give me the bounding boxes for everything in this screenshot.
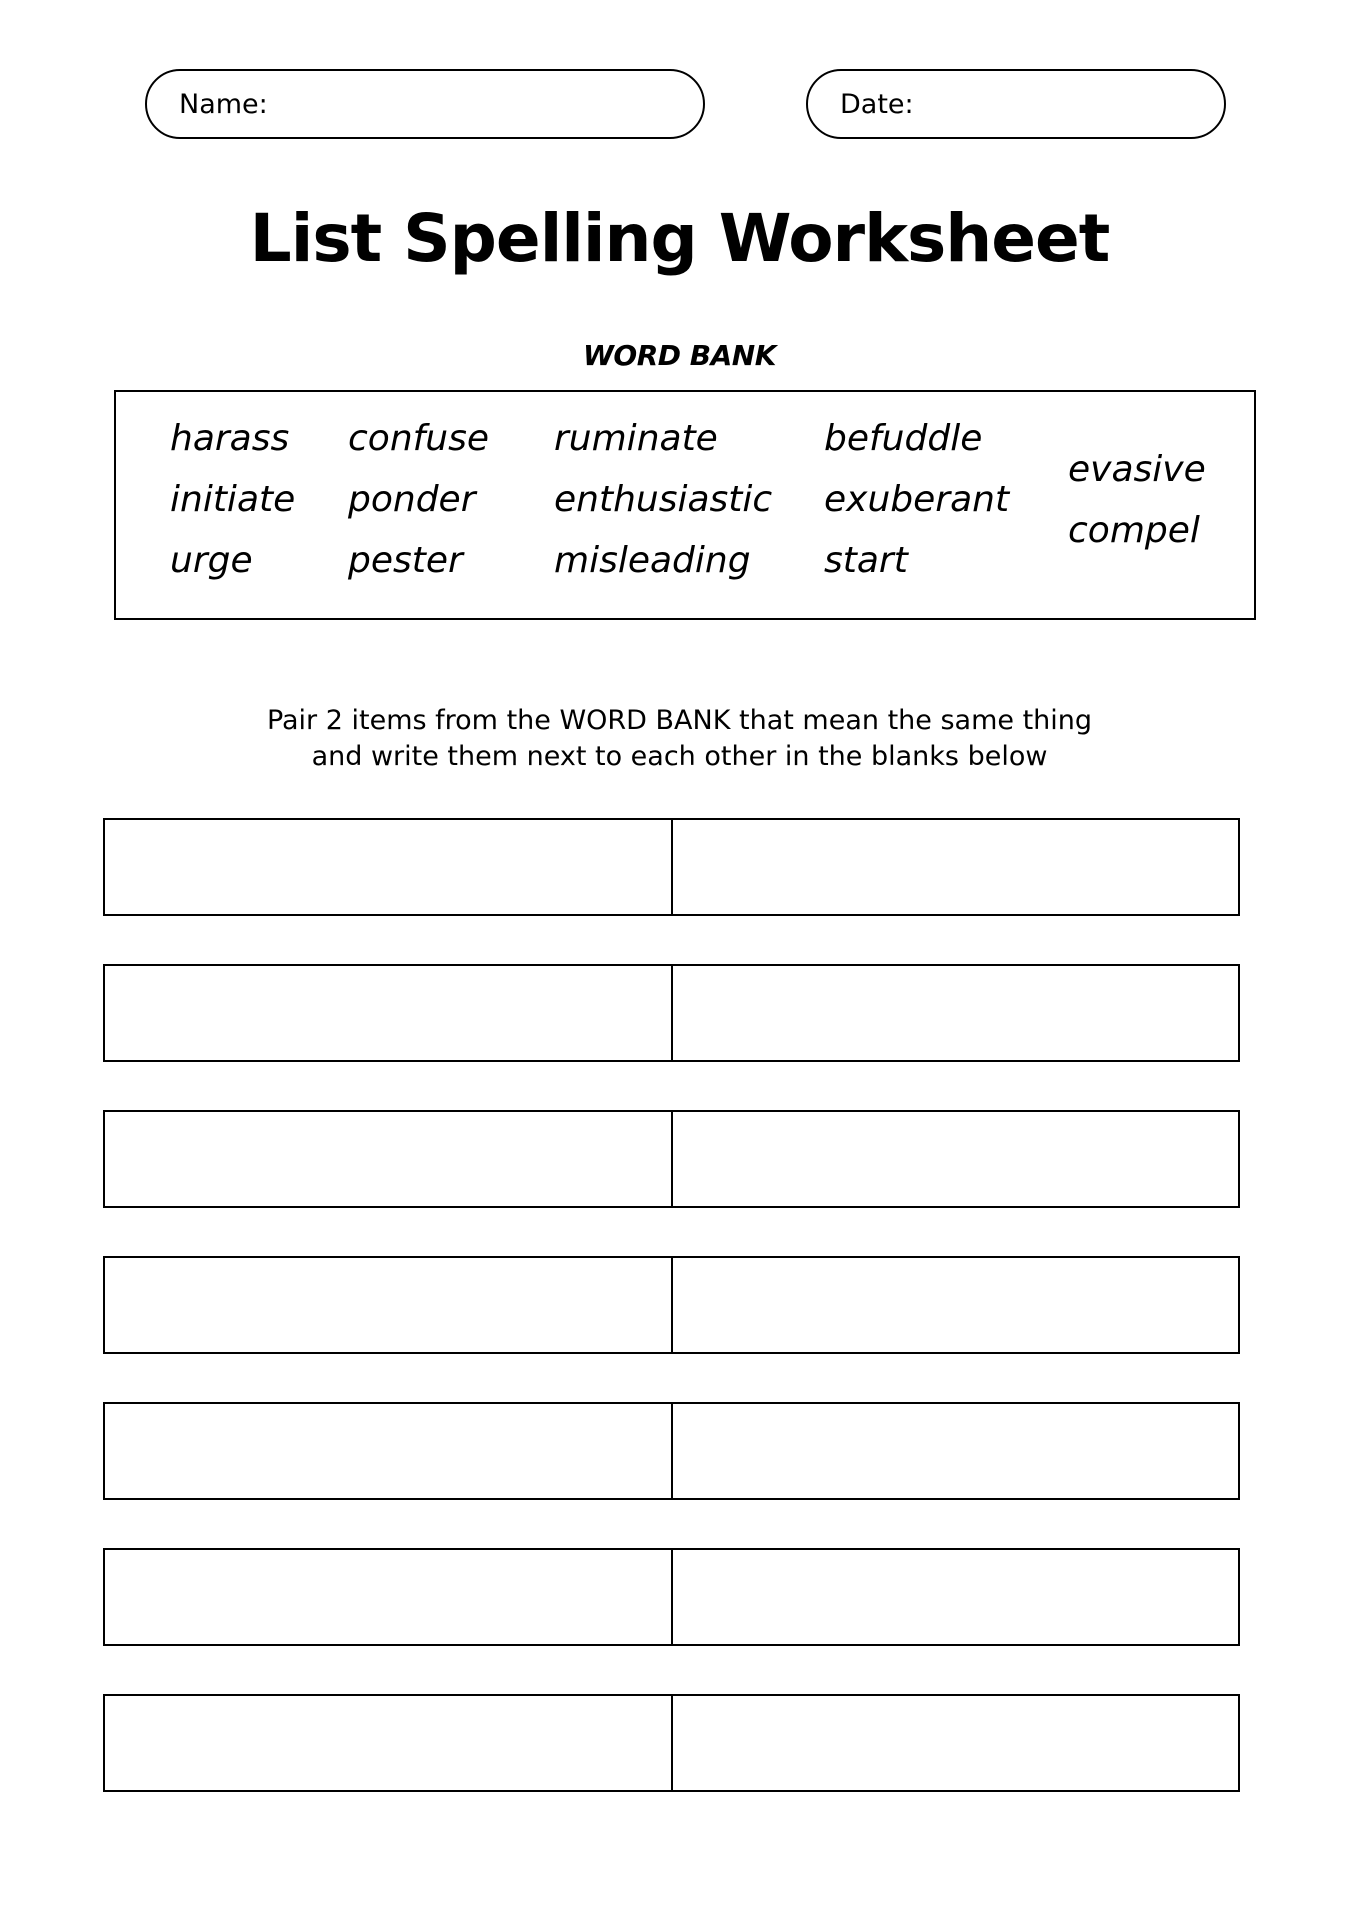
word-bank-word: compel <box>1068 510 1200 551</box>
instructions-line-1: Pair 2 items from the WORD BANK that mean the same thing <box>266 705 1093 736</box>
answer-row <box>103 1110 1240 1208</box>
word-bank-label: WORD BANK <box>583 339 776 372</box>
date-label: Date: <box>840 88 914 120</box>
word-bank <box>114 390 1256 620</box>
answer-blank-left[interactable] <box>105 820 673 914</box>
word-bank-word: enthusiastic <box>554 479 773 520</box>
answer-row <box>103 1402 1240 1500</box>
word-bank-word: ruminate <box>554 418 718 459</box>
answer-row <box>103 1256 1240 1354</box>
answer-blank-left[interactable] <box>105 1112 673 1206</box>
name-label: Name: <box>179 88 268 120</box>
answer-blank-left[interactable] <box>105 966 673 1060</box>
instructions-line-2: and write them next to each other in the blanks below <box>311 741 1048 772</box>
answer-blank-left[interactable] <box>105 1258 673 1352</box>
answer-row <box>103 964 1240 1062</box>
answer-blank-right[interactable] <box>673 820 1239 914</box>
word-bank-word: evasive <box>1068 449 1206 490</box>
answer-blank-right[interactable] <box>673 1696 1239 1790</box>
word-bank-word: befuddle <box>824 418 983 459</box>
answer-blank-left[interactable] <box>105 1696 673 1790</box>
word-bank-word: urge <box>170 540 253 581</box>
word-bank-word: exuberant <box>824 479 1010 520</box>
answer-blank-left[interactable] <box>105 1550 673 1644</box>
answer-blank-right[interactable] <box>673 966 1239 1060</box>
instructions <box>0 703 1359 775</box>
word-bank-word: ponder <box>348 479 476 520</box>
word-bank-word: initiate <box>170 479 296 520</box>
answer-blank-right[interactable] <box>673 1550 1239 1644</box>
word-bank-word: misleading <box>554 540 751 581</box>
answer-row <box>103 1548 1240 1646</box>
answer-blank-left[interactable] <box>105 1404 673 1498</box>
word-bank-word: harass <box>170 418 290 459</box>
word-bank-word: pester <box>348 540 463 581</box>
word-bank-word: confuse <box>348 418 490 459</box>
date-field[interactable] <box>806 69 1226 139</box>
answer-blank-right[interactable] <box>673 1404 1239 1498</box>
name-field[interactable] <box>145 69 705 139</box>
answer-row <box>103 1694 1240 1792</box>
answer-row <box>103 818 1240 916</box>
page-title: List Spelling Worksheet <box>249 200 1110 277</box>
word-bank-word: start <box>824 540 908 581</box>
answer-blank-right[interactable] <box>673 1258 1239 1352</box>
answer-blank-right[interactable] <box>673 1112 1239 1206</box>
